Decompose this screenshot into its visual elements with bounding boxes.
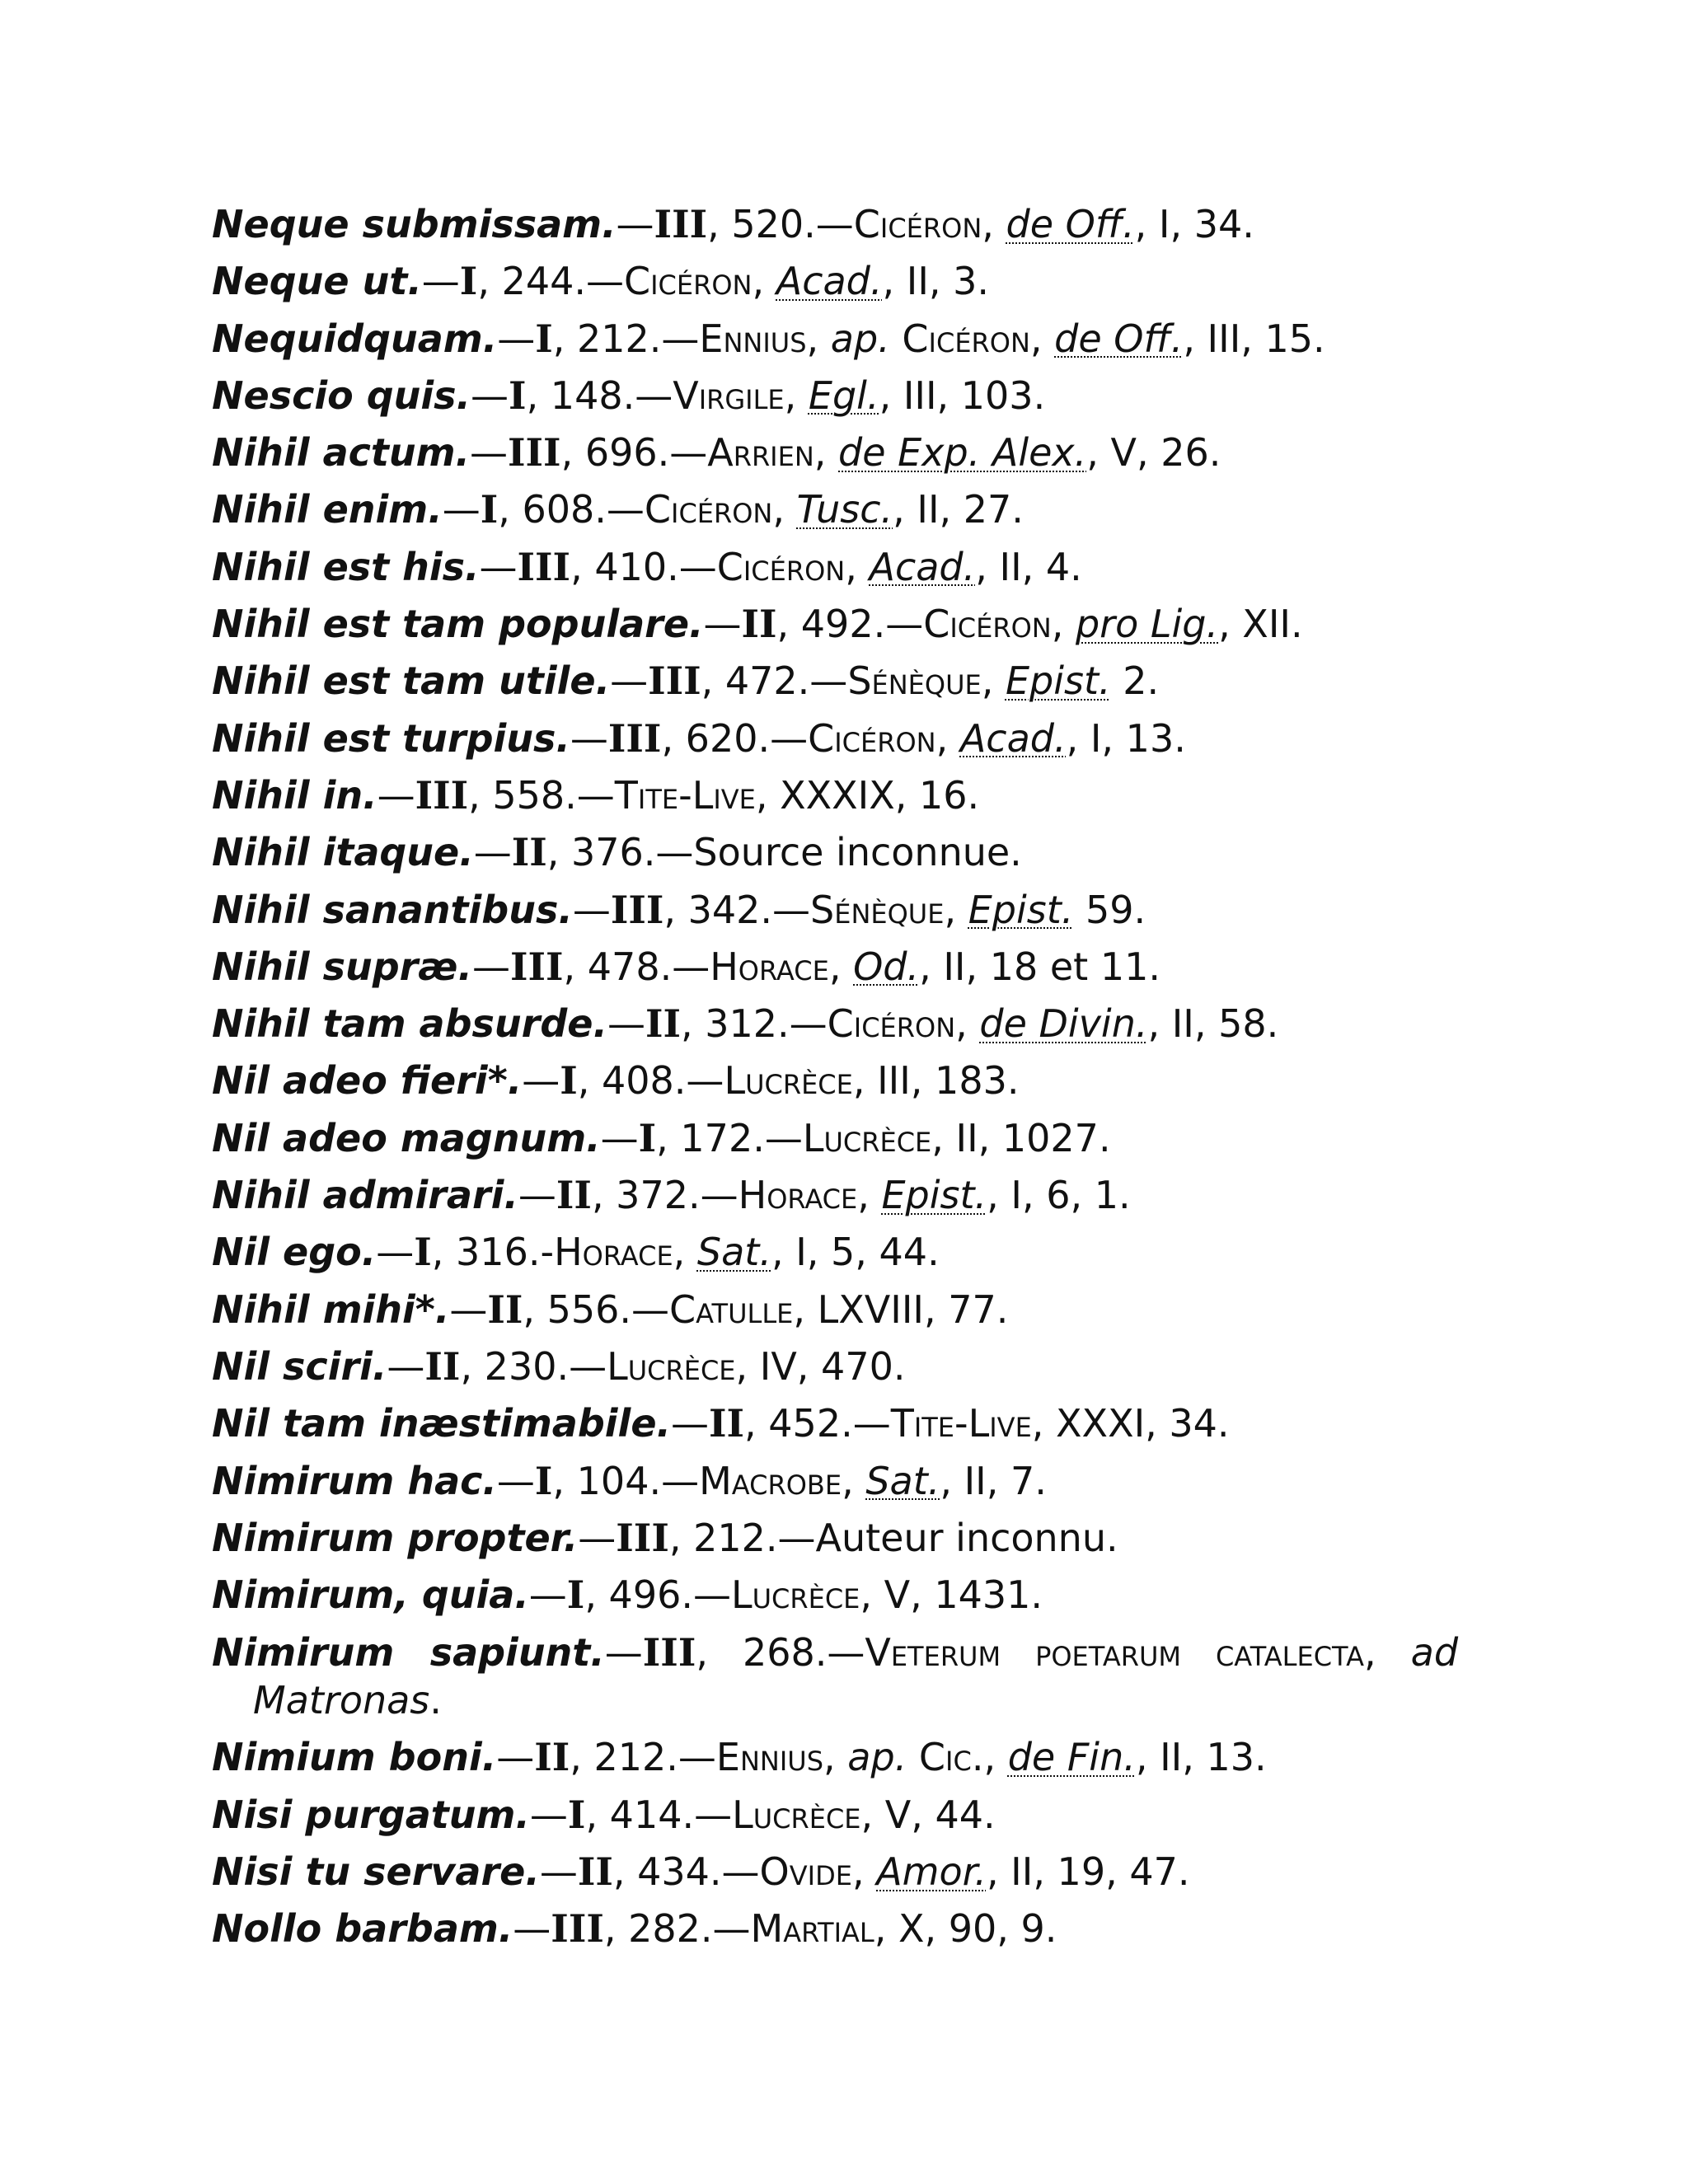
entry-dash: — (496, 1458, 535, 1503)
entry-headword: Nihil admirari. (212, 1173, 518, 1218)
author-name: Cicéron (902, 316, 1030, 361)
index-entry (212, 311, 1458, 368)
entry-volume: III (517, 544, 571, 589)
reference-text: , 312.— (680, 1001, 828, 1047)
reference-text: , 414.— (585, 1792, 733, 1837)
reference-text: , 342.— (663, 887, 811, 932)
reference-text: , (851, 1849, 877, 1895)
author-name: Cicéron (644, 487, 773, 532)
entry-dash: — (376, 1230, 415, 1275)
reference-text: , (842, 1458, 866, 1503)
index-entry (212, 767, 1458, 824)
reference-text: 2. (1110, 658, 1160, 704)
entry-dash: — (572, 887, 611, 932)
entry-headword: Nimirum sapiunt. (212, 1630, 605, 1675)
reference-text: , 408.— (577, 1058, 724, 1104)
entry-dash: — (479, 544, 518, 589)
reference-text: , (823, 1735, 848, 1780)
entry-dash: — (703, 602, 742, 647)
entry-volume: I (509, 373, 527, 418)
index-entry (212, 1624, 1458, 1729)
entry-volume: II (645, 1001, 681, 1047)
reference-text: , II, 27. (893, 487, 1024, 532)
work-abbreviation[interactable]: Sat. (696, 1230, 771, 1275)
reference-text: , (935, 715, 960, 761)
reference-text: , (944, 887, 968, 932)
entry-dash: — (497, 316, 536, 361)
index-entry (212, 1167, 1458, 1224)
author-name: Lucrèce (730, 1572, 860, 1618)
entry-headword: Nil ego. (212, 1230, 377, 1275)
author-name: Sénèque (810, 887, 945, 932)
entry-dash: — (616, 202, 654, 246)
reference-text: , LXVIII, 77. (793, 1286, 1009, 1332)
reference-text: , (981, 658, 1006, 704)
citation-index-list (212, 196, 1458, 1958)
entry-volume: I (638, 1115, 657, 1160)
entry-dash: — (496, 1735, 535, 1780)
index-entry (212, 882, 1458, 939)
work-abbreviation[interactable]: Epist. (881, 1173, 987, 1218)
entry-headword: Nihil itaque. (212, 830, 474, 875)
work-abbreviation[interactable]: pro Lig. (1075, 602, 1219, 647)
entry-volume: III (509, 944, 564, 989)
entry-headword: Nollo barbam. (212, 1906, 513, 1952)
author-name: Cicéron (923, 602, 1052, 647)
entry-volume: II (741, 602, 777, 647)
entry-dash: — (528, 1572, 567, 1618)
reference-text: , (955, 1001, 980, 1047)
index-entry (212, 653, 1458, 710)
reference-text: , (1364, 1630, 1411, 1675)
index-entry (212, 368, 1458, 424)
index-entry (212, 1052, 1458, 1109)
author-name: Sénèque (847, 658, 982, 704)
entry-dash: — (578, 1515, 617, 1560)
entry-headword: Nescio quis. (212, 373, 471, 418)
entry-headword: Nimirum, quia. (212, 1572, 529, 1618)
entry-volume: III (654, 202, 708, 246)
entry-volume: I (459, 259, 478, 304)
reference-text: 59. (1073, 887, 1146, 932)
index-entry (212, 710, 1458, 767)
reference-text: , I, 13. (1066, 715, 1186, 761)
entry-volume: I (560, 1058, 578, 1104)
index-entry (212, 1110, 1458, 1167)
entry-dash: — (518, 1173, 556, 1218)
entry-headword: Nisi purgatum. (212, 1792, 530, 1837)
entry-volume: I (535, 316, 553, 361)
reference-text: , V, 1431. (860, 1572, 1043, 1618)
reference-text: , I, 6, 1. (987, 1173, 1131, 1218)
reference-text: , 316.- (431, 1230, 555, 1275)
index-entry (212, 939, 1458, 996)
italic-text: ap. (830, 316, 890, 361)
reference-text: , II, 4. (975, 544, 1082, 589)
entry-volume: II (534, 1735, 570, 1780)
entry-headword: Neque submissam. (212, 202, 617, 246)
italic-text: Matronas (253, 1678, 430, 1723)
entry-dash: — (600, 1115, 639, 1160)
entry-headword: Nihil est his. (212, 544, 480, 589)
reference-text: , II, 19, 47. (986, 1849, 1190, 1895)
entry-volume: III (610, 887, 664, 932)
author-name: Tite-Live (614, 772, 756, 818)
italic-text: ap. (847, 1735, 907, 1780)
reference-text: , 472.— (701, 658, 848, 704)
work-abbreviation[interactable]: Sat. (865, 1458, 940, 1503)
reference-text: , 372.— (591, 1173, 738, 1218)
reference-text: , 410.— (570, 544, 717, 589)
entry-headword: Nihil mihi*. (212, 1286, 450, 1332)
reference-text: , II, 13. (1135, 1735, 1267, 1780)
author-name: Horace (738, 1173, 858, 1218)
reference-text: , II, 18 et 11. (919, 944, 1160, 989)
index-entry (212, 1844, 1458, 1900)
work-abbreviation[interactable]: de Off. (1054, 316, 1184, 361)
entry-dash: — (387, 1343, 425, 1389)
author-name: Tite-Live (890, 1401, 1032, 1446)
work-abbreviation[interactable]: Epist. (968, 887, 1074, 932)
reference-text: , 244.— (477, 259, 624, 304)
author-name: Martial (750, 1906, 874, 1952)
reference-text: , 520.— (707, 202, 854, 246)
italic-text: ad (1410, 1630, 1459, 1675)
entry-headword: Nihil enim. (212, 487, 443, 532)
index-entry (212, 824, 1458, 881)
reference-text: , 478.— (563, 944, 710, 989)
index-entry (212, 1338, 1458, 1395)
reference-text: , 212.— (570, 1735, 716, 1780)
reference-text: , II, 1027. (931, 1115, 1111, 1160)
index-entry (212, 539, 1458, 596)
entry-headword: Nihil supræ. (212, 944, 472, 989)
reference-text: , XXXIX, 16. (755, 772, 980, 818)
reference-text: , 376.—Source inconnue. (546, 830, 1022, 875)
author-name: Cicéron (827, 1001, 956, 1047)
entry-headword: Nequidquam. (212, 316, 498, 361)
author-name: Virgile (673, 373, 785, 418)
index-entry (212, 996, 1458, 1052)
index-entry (212, 596, 1458, 653)
work-abbreviation[interactable]: Egl. (808, 373, 879, 418)
index-entry (212, 1510, 1458, 1567)
entry-volume: III (648, 658, 701, 704)
reference-text: . (429, 1678, 442, 1723)
entry-dash: — (449, 1286, 488, 1332)
index-entry (212, 1567, 1458, 1624)
entry-dash: — (471, 373, 509, 418)
reference-text: , I, 5, 44. (771, 1230, 940, 1275)
reference-text: ., (971, 1735, 1008, 1780)
entry-dash: — (442, 487, 481, 532)
index-entry (212, 1787, 1458, 1844)
author-name: Cicéron (853, 202, 982, 246)
reference-text: , 282.— (603, 1906, 751, 1952)
work-abbreviation[interactable]: de Exp. Alex. (838, 430, 1087, 476)
reference-text: , 268.— (696, 1630, 865, 1675)
entry-volume: II (487, 1286, 523, 1332)
index-entry (212, 1224, 1458, 1281)
reference-text: , V, 26. (1086, 430, 1221, 476)
work-abbreviation[interactable]: Tusc. (796, 487, 893, 532)
entry-headword: Nimium boni. (212, 1735, 497, 1780)
entry-volume: II (424, 1343, 461, 1389)
entry-volume: III (508, 430, 561, 476)
entry-dash: — (473, 830, 512, 875)
reference-text (907, 1735, 919, 1779)
entry-dash: — (377, 772, 415, 818)
entry-volume: III (607, 715, 662, 761)
author-name: Cicéron (624, 259, 753, 304)
work-abbreviation[interactable]: de Fin. (1007, 1735, 1136, 1780)
work-abbreviation[interactable]: de Off. (1006, 202, 1135, 246)
index-entry (212, 196, 1458, 253)
reference-text: , (784, 373, 809, 418)
entry-dash: — (539, 1849, 578, 1895)
entry-headword: Nil adeo magnum. (212, 1115, 601, 1160)
entry-headword: Nil tam inæstimabile. (212, 1401, 671, 1446)
entry-headword: Nihil est turpius. (212, 715, 570, 761)
entry-headword: Nihil est tam utile. (212, 658, 611, 704)
entry-volume: I (534, 1458, 553, 1503)
entry-volume: III (616, 1515, 669, 1560)
entry-dash: — (604, 1630, 643, 1675)
index-entry (212, 1453, 1458, 1510)
entry-volume: I (566, 1572, 585, 1618)
author-name: Ovide (759, 1849, 852, 1895)
entry-headword: Nihil actum. (212, 430, 471, 476)
work-abbreviation[interactable]: de Divin. (979, 1001, 1148, 1047)
author-name: Arrien (707, 430, 814, 476)
reference-text: , II, 7. (940, 1458, 1047, 1503)
author-name: Cicéron (808, 715, 936, 761)
entry-volume: II (511, 830, 547, 875)
entry-dash: — (570, 715, 608, 761)
reference-text: , (772, 487, 797, 532)
entry-dash: — (513, 1906, 551, 1952)
index-entry (212, 253, 1458, 310)
entry-dash: — (607, 1001, 645, 1047)
reference-text: , (806, 316, 831, 361)
reference-text: , 172.— (656, 1115, 803, 1160)
reference-text: , XII. (1218, 602, 1303, 647)
work-abbreviation[interactable]: Acad. (959, 715, 1067, 761)
reference-text: , 620.— (661, 715, 809, 761)
index-entry (212, 1729, 1458, 1786)
entry-volume: II (577, 1849, 613, 1895)
reference-text: , III, 15. (1183, 316, 1325, 361)
index-entry (212, 481, 1458, 538)
reference-text: , 608.— (498, 487, 645, 532)
reference-text: , 696.— (560, 430, 708, 476)
author-name: Lucrèce (732, 1792, 861, 1837)
entry-dash: — (421, 259, 460, 304)
reference-text: , (845, 544, 870, 589)
entry-volume: II (556, 1173, 592, 1218)
work-abbreviation[interactable]: Epist. (1005, 658, 1111, 704)
entry-headword: Nil adeo fieri*. (212, 1058, 523, 1104)
entry-headword: Neque ut. (212, 259, 422, 304)
entry-headword: Nimirum propter. (212, 1515, 579, 1560)
author-name: Ennius (699, 316, 807, 361)
reference-text: , I, 34. (1134, 202, 1254, 246)
entry-dash: — (522, 1058, 560, 1104)
author-name: Horace (554, 1230, 673, 1275)
reference-text: , 148.— (526, 373, 673, 418)
reference-text: , 496.— (584, 1572, 731, 1618)
reference-text: , 558.— (468, 772, 615, 818)
author-name: Veterum poetarum catalecta (865, 1630, 1365, 1675)
reference-text: , (1029, 316, 1055, 361)
work-abbreviation[interactable]: Acad. (776, 259, 883, 304)
entry-volume: III (415, 772, 469, 818)
author-name: Horace (710, 944, 829, 989)
reference-text: , (814, 430, 839, 476)
author-name: Lucrèce (802, 1115, 932, 1160)
entry-headword: Nihil in. (212, 772, 377, 818)
entry-headword: Nisi tu servare. (212, 1849, 540, 1895)
entry-dash: — (610, 658, 649, 704)
reference-text: , 212.—Auteur inconnu. (668, 1515, 1118, 1560)
reference-text: , XXXI, 34. (1031, 1401, 1230, 1446)
author-name: Cic (918, 1735, 972, 1780)
author-name: Ennius (715, 1735, 824, 1780)
author-name: Lucrèce (607, 1343, 736, 1389)
author-name: Cicéron (716, 544, 846, 589)
entry-volume: III (642, 1630, 696, 1675)
reference-text: , 212.— (552, 316, 700, 361)
entry-headword: Nihil est tam populare. (212, 602, 704, 647)
reference-text: , X, 90, 9. (874, 1906, 1057, 1952)
work-abbreviation[interactable]: Amor. (876, 1849, 987, 1895)
entry-dash: — (470, 430, 509, 476)
reference-text: , 452.— (744, 1401, 891, 1446)
reference-text: , 556.— (523, 1286, 670, 1332)
reference-text: , 434.— (612, 1849, 760, 1895)
reference-text (890, 316, 903, 361)
entry-volume: I (480, 487, 499, 532)
entry-volume: I (567, 1792, 586, 1837)
reference-text: , II, 58. (1147, 1001, 1279, 1047)
reference-text: , (828, 944, 854, 989)
author-name: Catulle (669, 1286, 794, 1332)
entry-dash: — (671, 1401, 709, 1446)
reference-text: , (673, 1230, 697, 1275)
entry-volume: I (414, 1230, 432, 1275)
author-name: Macrobe (699, 1458, 842, 1503)
reference-text: , 104.— (552, 1458, 700, 1503)
reference-text: , (857, 1173, 882, 1218)
reference-text: , 230.— (460, 1343, 607, 1389)
entry-headword: Nil sciri. (212, 1343, 387, 1389)
work-abbreviation[interactable]: Od. (853, 944, 920, 989)
reference-text: , III, 183. (852, 1058, 1020, 1104)
reference-text: , V, 44. (860, 1792, 996, 1837)
reference-text: , 492.— (776, 602, 924, 647)
reference-text: , IV, 470. (735, 1343, 906, 1389)
entry-continuation (212, 1676, 1458, 1724)
index-entry (212, 1282, 1458, 1338)
reference-text: , (982, 202, 1006, 246)
reference-text: , (1051, 602, 1076, 647)
entry-volume: III (551, 1906, 604, 1952)
entry-dash: — (529, 1792, 568, 1837)
entry-headword: Nihil tam absurde. (212, 1001, 607, 1047)
entry-volume: II (709, 1401, 745, 1446)
author-name: Lucrèce (724, 1058, 853, 1104)
entry-headword: Nihil sanantibus. (212, 887, 573, 932)
entry-headword: Nimirum hac. (212, 1458, 497, 1503)
index-entry (212, 1395, 1458, 1452)
reference-text: , II, 3. (882, 259, 990, 304)
reference-text: , (752, 259, 776, 304)
entry-dash: — (471, 944, 510, 989)
work-abbreviation[interactable]: Acad. (869, 544, 976, 589)
reference-text: , III, 103. (879, 373, 1046, 418)
index-entry (212, 424, 1458, 481)
index-entry (212, 1900, 1458, 1957)
